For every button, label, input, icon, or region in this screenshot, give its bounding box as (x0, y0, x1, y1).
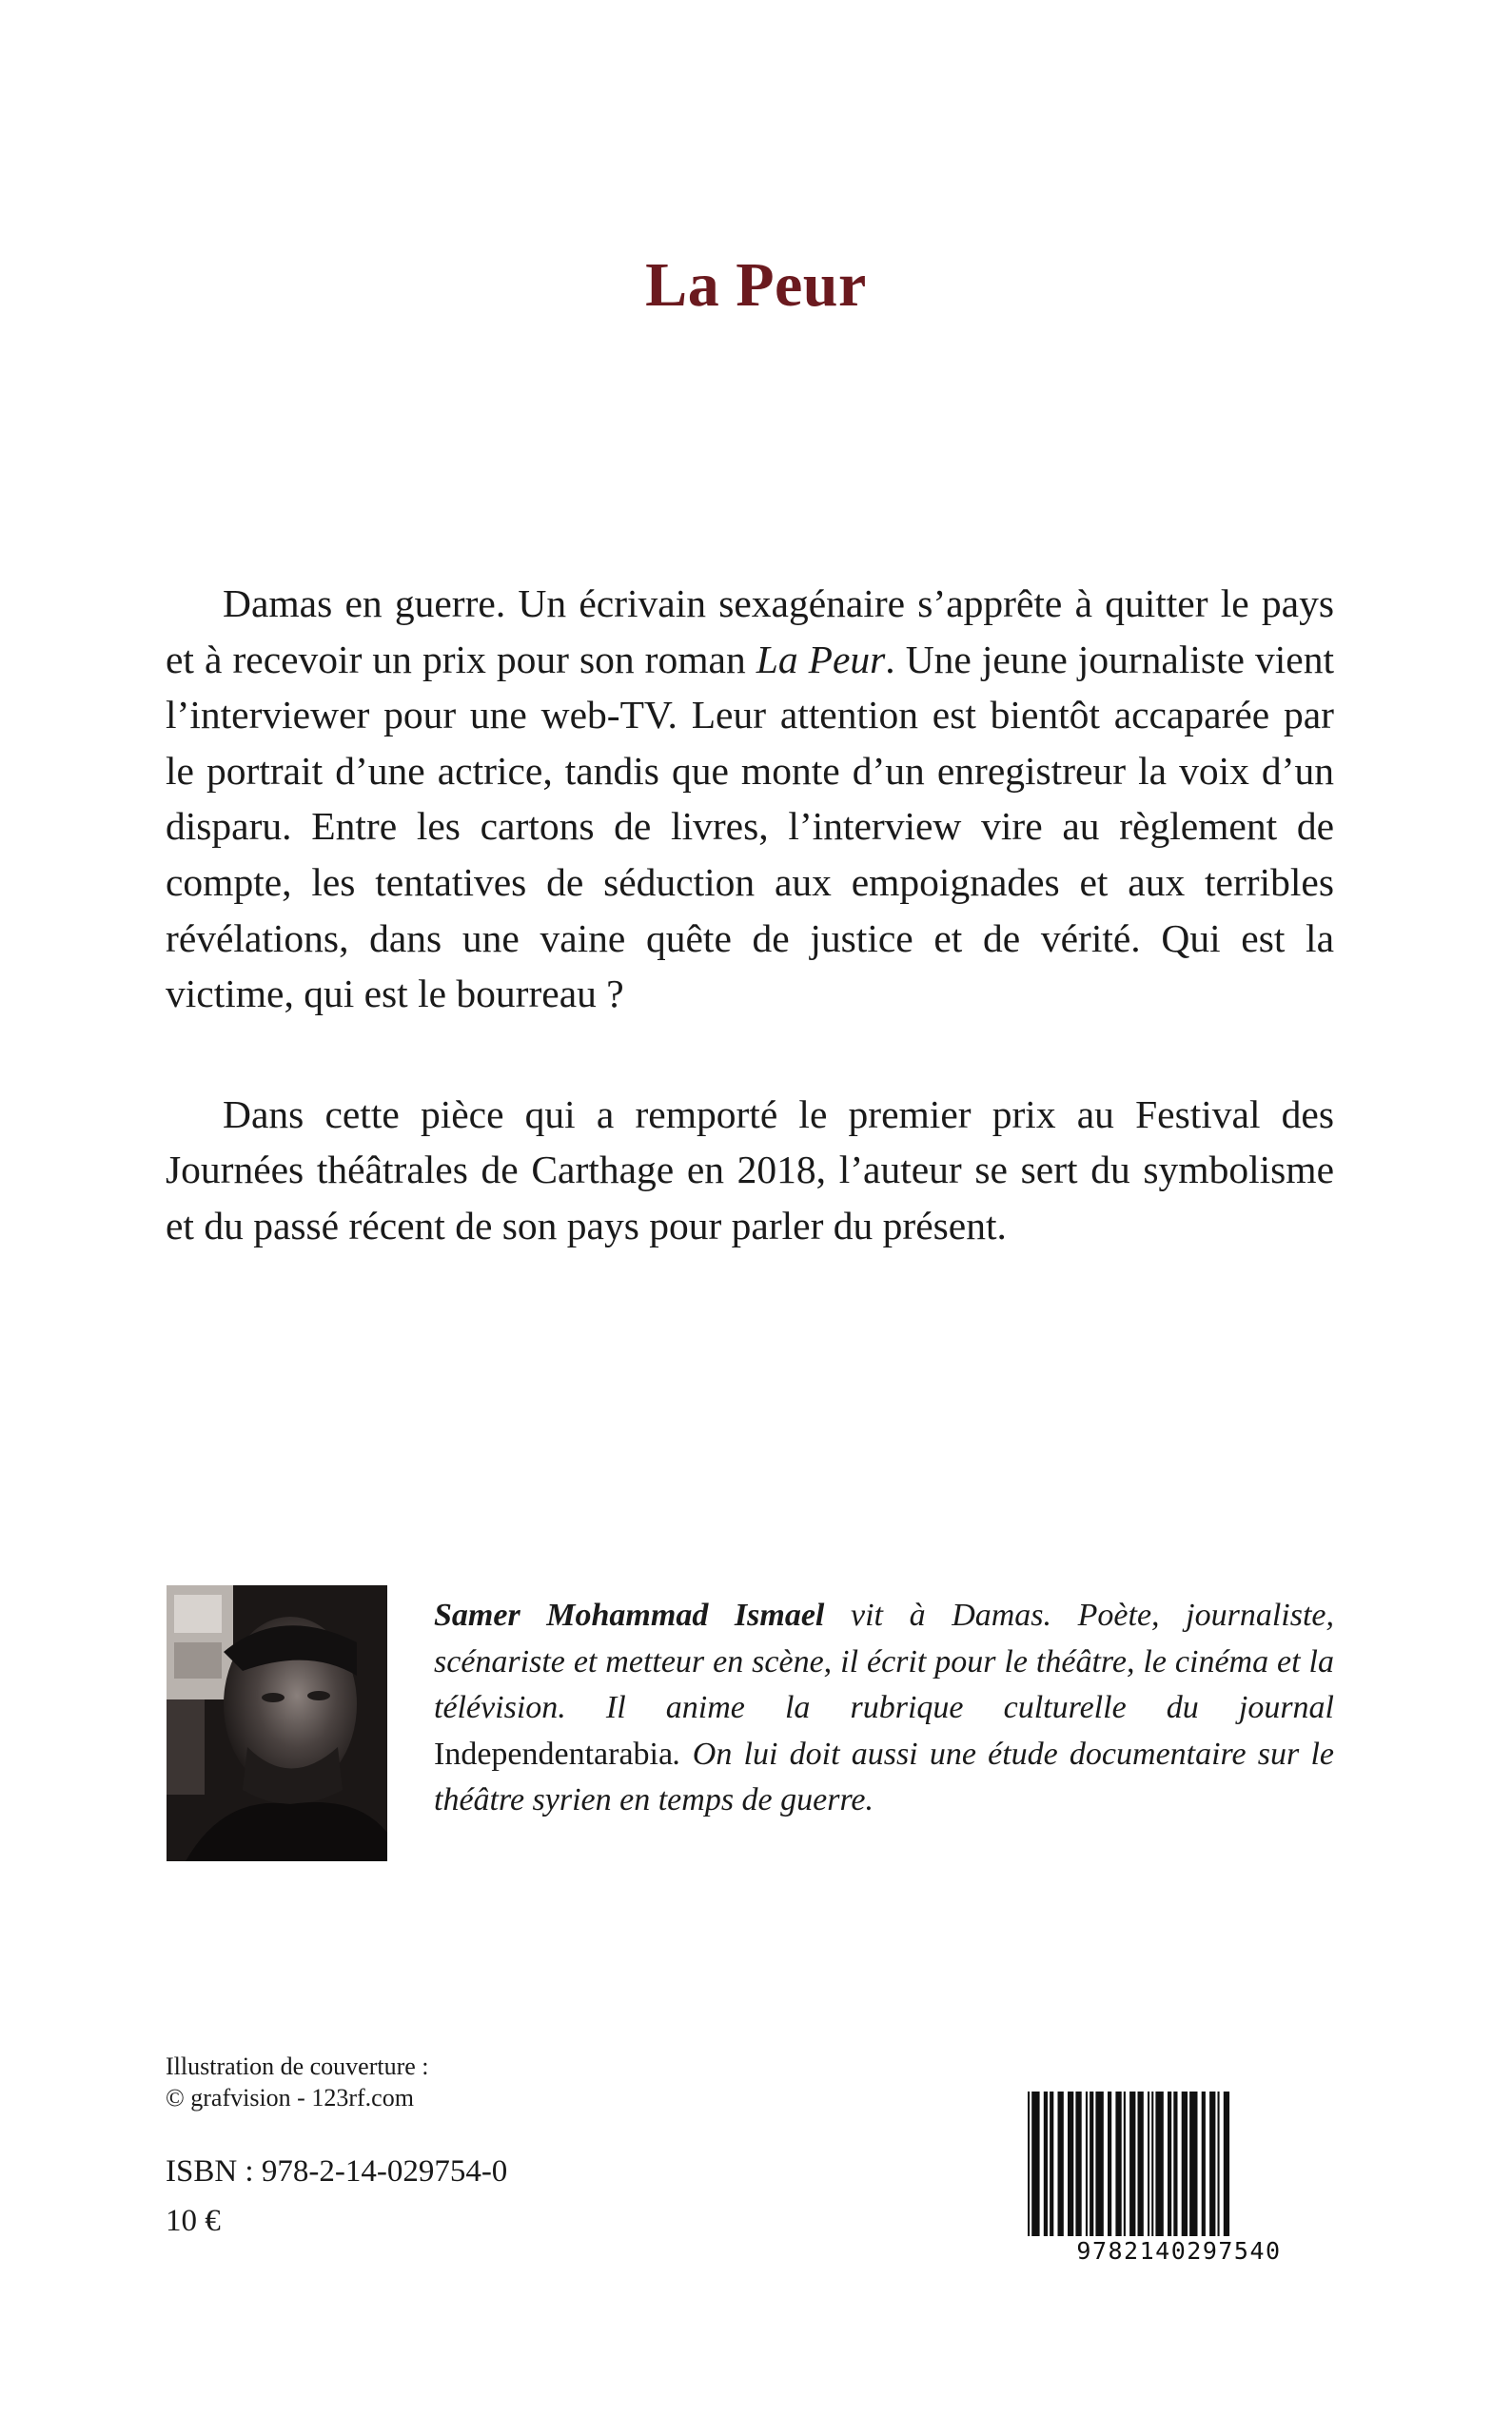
summary-text: . Une jeune journaliste vient l’interviewer pour une web-TV. Leur attention est bientôt accaparée par le portrait d’une actrice, tandis que monte d’un enregistreur la voix d’un disparu. Entre les cartons de livres, l’interview vire au règlement de compte, les tentatives de séduction aux empoignades et aux terribles révélations, dans une vaine quête de justice et de vérité. Qui est la victime, qui est le bourreau ? (166, 637, 1334, 1016)
author-bio-text: vit à Damas. Poète, journaliste, scénariste et metteur en scène, il écrit pour le théâtre, le cinéma et la télévision. Il anime la rubrique culturelle du journal (434, 1598, 1334, 1725)
author-name: Samer Mohammad Ismael (434, 1598, 825, 1633)
barcode-bar (1075, 2092, 1081, 2236)
barcode-bar (1218, 2092, 1220, 2236)
barcode-bar (1209, 2092, 1215, 2236)
barcode (1024, 2092, 1334, 2263)
author-bio (434, 1593, 1334, 1824)
barcode-bars (1028, 2092, 1229, 2236)
price: 10 € (166, 2204, 221, 2238)
barcode-bar (1095, 2092, 1103, 2236)
barcode-number: 9782140297540 (1076, 2237, 1282, 2263)
summary-paragraph-1 (166, 576, 1334, 1022)
journal-name: Independentarabia (434, 1736, 674, 1772)
barcode-bar (1138, 2092, 1144, 2236)
barcode-bar (1202, 2092, 1206, 2236)
isbn: ISBN : 978-2-14-029754-0 (166, 2154, 508, 2189)
barcode-bar (1173, 2092, 1177, 2236)
barcode-bar (1108, 2092, 1111, 2236)
summary-novel-title: La Peur (756, 637, 886, 681)
book-title: La Peur (645, 250, 867, 320)
barcode-bar (1115, 2092, 1121, 2236)
author-bio-text: . On lui doit aussi une étude documentaire sur le théâtre syrien en temps de guerre. (434, 1736, 1334, 1817)
barcode-bar (1155, 2092, 1163, 2236)
barcode-bar (1028, 2092, 1030, 2236)
barcode-bar (1044, 2092, 1048, 2236)
barcode-bar (1182, 2092, 1188, 2236)
credits-line-2: © grafvision - 123rf.com (166, 2084, 414, 2112)
author-photo (167, 1585, 387, 1861)
summary-text: Damas en guerre. Un écrivain sexagénaire s’apprête à quitter le pays et à recevoir un prix pour son roman (166, 581, 1334, 681)
barcode-bar (1151, 2092, 1153, 2236)
barcode-bar (1050, 2092, 1053, 2236)
barcode-bar (1189, 2092, 1197, 2236)
author-portrait-image (167, 1585, 387, 1861)
barcode-bar (1129, 2092, 1135, 2236)
barcode-bar (1124, 2092, 1126, 2236)
barcode-bar (1058, 2092, 1064, 2236)
credits-line-1: Illustration de couverture : (166, 2053, 429, 2080)
back-cover-summary (166, 576, 1334, 1254)
barcode-bar (1031, 2092, 1039, 2236)
barcode-bar (1068, 2092, 1073, 2236)
barcode-bar (1224, 2092, 1229, 2236)
barcode-bar (1090, 2092, 1093, 2236)
barcode-bar (1168, 2092, 1171, 2236)
barcode-bar (1086, 2092, 1088, 2236)
summary-paragraph-2: Dans cette pièce qui a remporté le premier prix au Festival des Journées théâtrales de Carthage en 2018, l’auteur se sert du symbolisme et du passé récent de son pays pour parler du présent. (166, 1091, 1334, 1247)
cover-credits (166, 2051, 429, 2113)
barcode-bar (1148, 2092, 1149, 2236)
